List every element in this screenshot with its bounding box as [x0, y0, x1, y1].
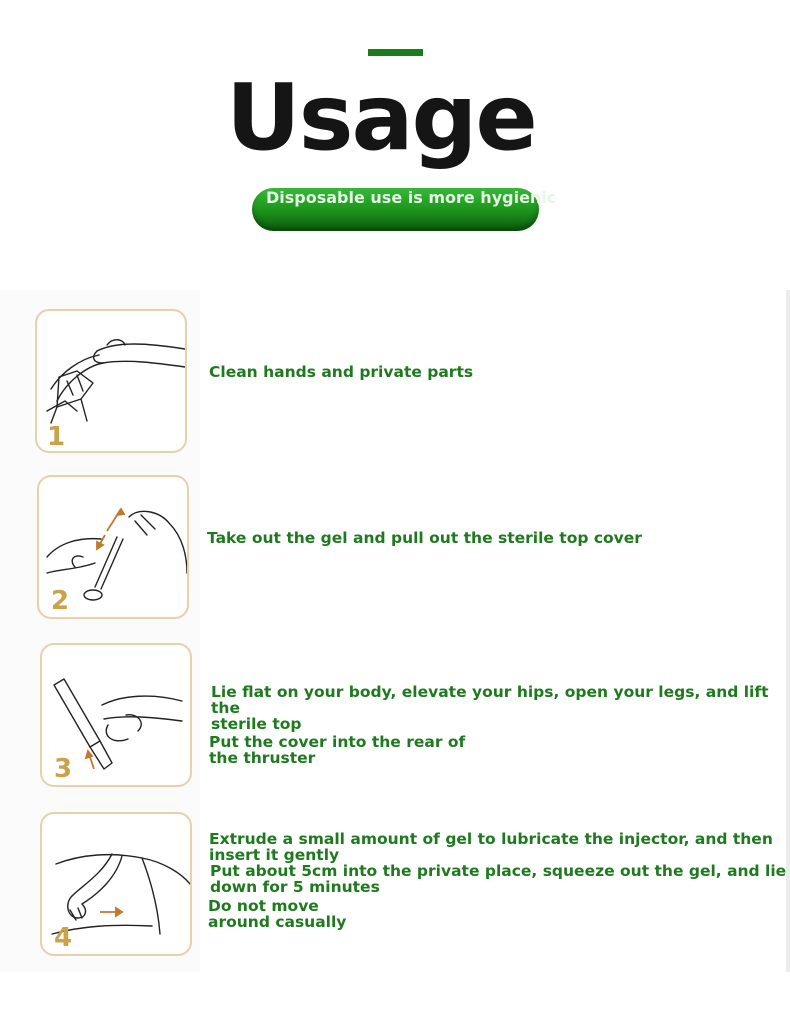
- step-3-text: [209, 684, 790, 766]
- subtitle-text: Disposable use is more hygienic: [266, 188, 557, 207]
- step-4-line-2: insert it gently: [209, 846, 340, 864]
- wiping-hands-icon: [37, 311, 187, 453]
- step-2-line-1: Take out the gel and pull out the sterile top cover: [207, 529, 642, 547]
- step-4-number: 4: [54, 923, 73, 953]
- step-2-text: [207, 530, 642, 546]
- step-1-text: [209, 364, 473, 380]
- step-4-line-3: Put about 5cm into the private place, squeeze out the gel, and lie: [210, 862, 787, 880]
- step-2-illustration: [37, 475, 189, 619]
- step-1-number: 1: [47, 422, 66, 452]
- subtitle-badge: [252, 188, 557, 231]
- open-gel-tube-icon: [39, 477, 189, 619]
- step-2-number: 2: [51, 586, 70, 616]
- right-edge: [786, 290, 790, 972]
- step-3-illustration: [40, 643, 192, 787]
- insert-cover-icon: [42, 645, 192, 787]
- step-4-line-6: around casually: [208, 913, 347, 931]
- page-title: Usage: [226, 64, 536, 171]
- apply-gel-icon: [42, 814, 192, 956]
- step-3-line-4: the thruster: [209, 749, 316, 767]
- step-3-line-1: Lie flat on your body, elevate your hips, open your legs, and lift the: [211, 683, 769, 717]
- step-4-line-5: Do not move: [208, 897, 319, 915]
- step-4-line-4: down for 5 minutes: [210, 878, 380, 896]
- step-3-number: 3: [54, 754, 73, 784]
- step-4-line-1: Extrude a small amount of gel to lubricate the injector, and then: [209, 830, 773, 848]
- step-4-illustration: [40, 812, 192, 956]
- step-1-line-1: Clean hands and private parts: [209, 363, 474, 381]
- step-4-text: [209, 831, 786, 930]
- step-3-line-3: Put the cover into the rear of: [209, 733, 466, 751]
- step-1-illustration: [35, 309, 187, 453]
- step-3-line-2: sterile top: [211, 715, 302, 733]
- accent-bar: [368, 49, 423, 56]
